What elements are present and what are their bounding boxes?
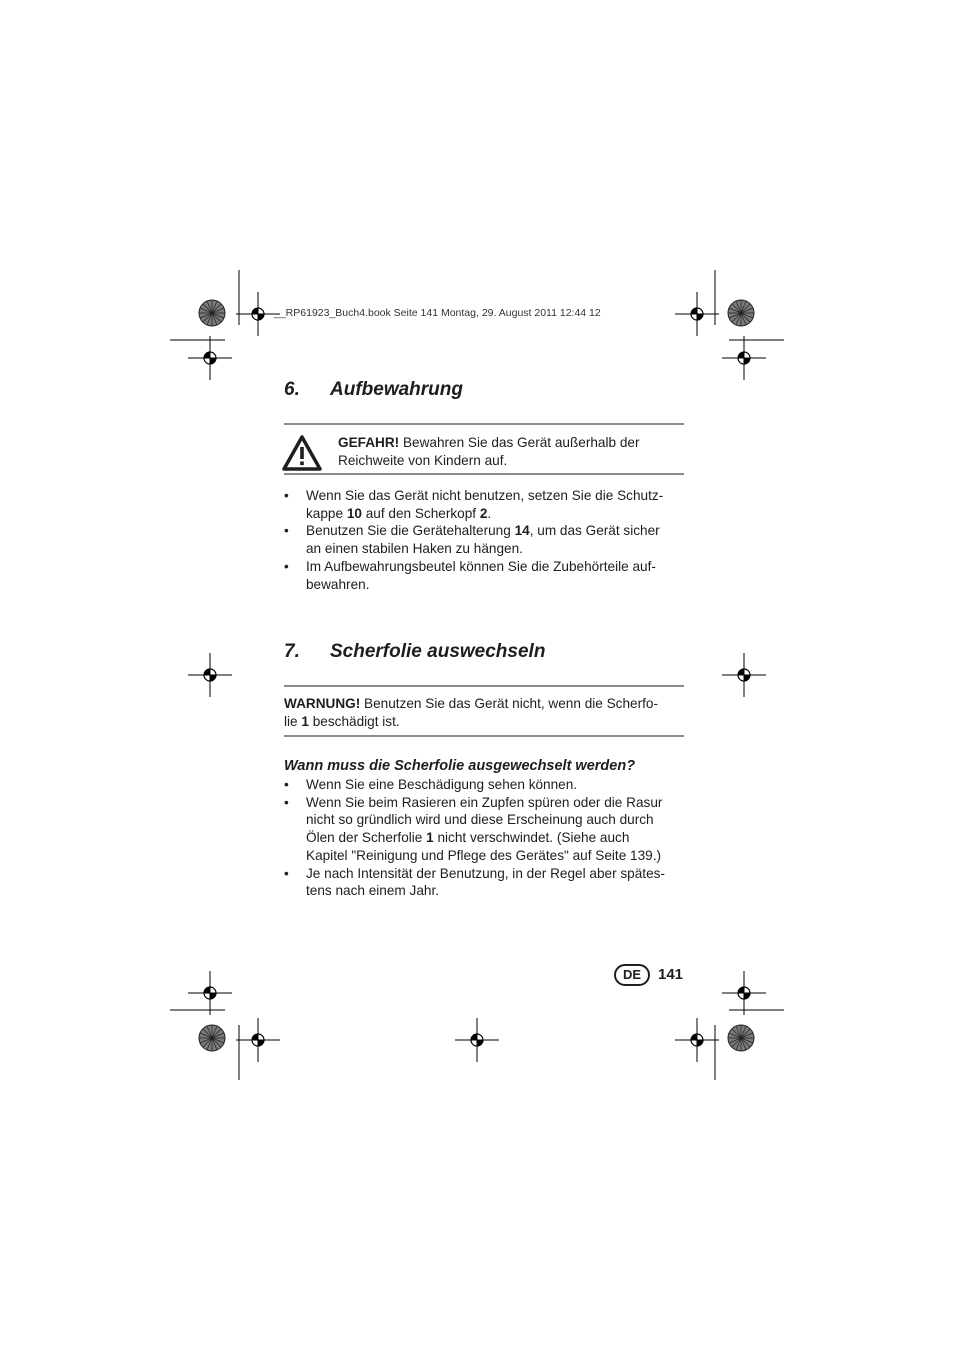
list-item: • Benutzen Sie die Gerätehalterung 14, um das Gerät sicher an einen stabilen Haken zu hängen. <box>284 522 686 557</box>
warning-label: WARNUNG! <box>284 696 361 711</box>
storage-bullet-list <box>284 487 686 593</box>
danger-notice <box>338 434 683 470</box>
list-item: • Wenn Sie beim Rasieren ein Zupfen spüren oder die Rasur nicht so gründlich wird und diese Erscheinung auch durch Ölen der Scherfolie 1 nicht verschwindet. (Siehe auch Kapitel "Reinigung und Pflege des Gerätes" auf Seite 139.) <box>284 794 686 865</box>
list-item: • Wenn Sie das Gerät nicht benutzen, setzen Sie die Schutz- kappe 10 auf den Scherkopf 2. <box>284 487 686 522</box>
page-number: 141 <box>658 966 684 983</box>
warning-box-bottom-rule <box>284 735 684 737</box>
section-6-number: 6. <box>284 379 300 400</box>
language-badge: DE <box>614 964 650 986</box>
list-item: • Je nach Intensität der Benutzung, in der Regel aber spätes- tens nach einem Jahr. <box>284 865 686 900</box>
print-slug: __RP61923_Buch4.book Seite 141 Montag, 29. August 2011 12:44 12 <box>274 307 601 319</box>
danger-box-bottom-rule <box>284 473 684 475</box>
replacement-subheading: Wann muss die Scherfolie ausgewechselt werden? <box>284 758 636 774</box>
danger-box-top-rule <box>284 423 684 425</box>
warning-box-top-rule <box>284 685 684 687</box>
section-7-title: Scherfolie auswechseln <box>330 641 546 662</box>
list-item: • Wenn Sie eine Beschädigung sehen können. <box>284 776 686 794</box>
danger-line-2: Reichweite von Kindern auf. <box>338 453 508 468</box>
replacement-bullet-list <box>284 776 686 900</box>
section-6-title: Aufbewahrung <box>330 379 463 400</box>
warning-notice: WARNUNG! Benutzen Sie das Gerät nicht, wenn die Scherfo- lie 1 beschädigt ist. <box>284 696 658 729</box>
danger-label: GEFAHR! <box>338 435 400 450</box>
section-7-number: 7. <box>284 641 300 662</box>
list-item: • Im Aufbewahrungsbeutel können Sie die Zubehörteile auf- bewahren. <box>284 558 686 593</box>
danger-line-1: Bewahren Sie das Gerät außerhalb der <box>399 435 640 450</box>
warning-triangle-icon <box>282 435 322 471</box>
